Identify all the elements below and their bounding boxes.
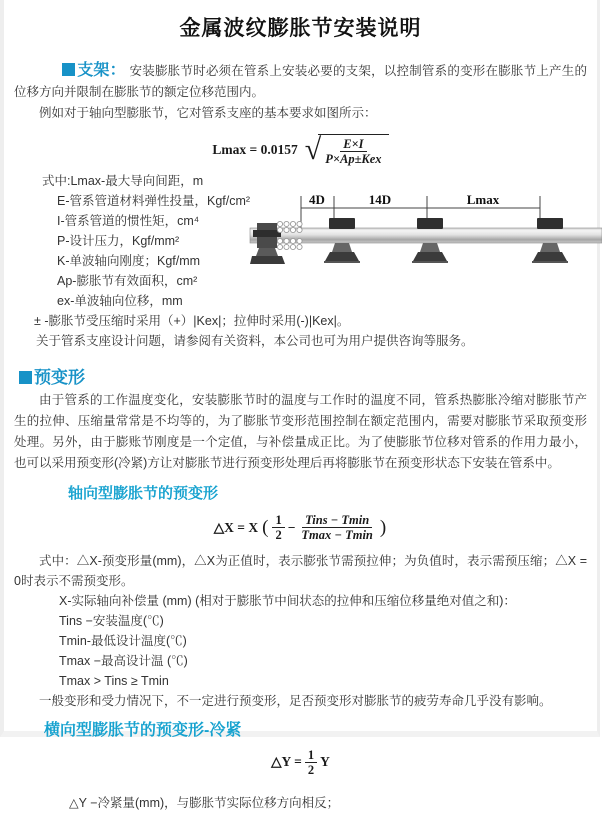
axial-formula-denominator: Tmax − Tmin xyxy=(301,528,373,543)
variable-line: ± -膨胀节受压缩时采用（+）|Kex|；拉伸时采用(-)|Kex|。 xyxy=(34,313,350,328)
axial-subsection-heading: 轴向型膨胀节的预变形 xyxy=(68,484,219,502)
variable-line: 式中:Lmax-最大导向间距，m xyxy=(42,173,204,188)
section-marker-icon xyxy=(19,371,32,384)
radical-sign xyxy=(305,134,389,167)
lateral-note: △Y −冷紧量(mm)，与膨胀节实际位移方向相反； xyxy=(69,796,340,811)
half-denominator: 2 xyxy=(307,762,315,777)
axial-formula xyxy=(4,513,597,543)
variable-line: I-管系管道的惯性矩，cm⁴ xyxy=(57,213,200,228)
note-line: 一般变形和受力情况下，不一定进行预变形，足否预变形对膨胀节的疲劳寿命几乎没有影响。 xyxy=(39,693,552,708)
support-section-heading xyxy=(62,62,126,79)
lateral-formula xyxy=(4,748,597,778)
lateral-formula-lhs: △Y = xyxy=(271,754,302,770)
predeform-section-heading xyxy=(19,363,597,388)
section-marker-icon xyxy=(62,63,75,76)
variable-line: P-设计压力，Kgf/mm² xyxy=(57,233,180,248)
axial-notes xyxy=(4,551,597,711)
note-line: Tmax > Tins ≥ Tmin xyxy=(59,673,169,688)
lmax-formula-numerator: E×I xyxy=(340,137,366,152)
left-paren: ( xyxy=(262,516,269,538)
note-line: Tmin-最低设计温度(℃) xyxy=(59,633,187,648)
half-denominator: 2 xyxy=(275,528,282,543)
axial-formula-numerator: Tins − Tmin xyxy=(302,513,372,528)
note-line: X-实际轴向补偿量 (mm) (相对于膨胀节中间状态的拉伸和压缩位移量绝对值之和)： xyxy=(59,593,516,608)
dimension-label-4d: 4D xyxy=(309,192,325,207)
lmax-formula xyxy=(4,134,597,167)
predeform-paragraph: 由于管系的工作温度变化，安装膨胀节时的温度与工作时的温度不同，管系热膨胀冷缩对膨胀节产生的拉伸、压缩量常常是不均等的，为了膨胀节变形范围控制在额定范围内，需要对膨胀节采取预变形处理。另外，由于膨账节刚度是一个定值，与补偿量成正比。为了使膨胀节位移对管系的作用力最小，也可以采用预变形(冷紧)方让对膨胀节进行预变形处理后再将膨胀节在预变形状态下安装在管系中。 xyxy=(14,392,587,470)
page-title: 金属波纹膨胀节安装说明 xyxy=(179,17,422,40)
variable-line: K-单波轴向刚度；Kgf/mm xyxy=(57,253,201,268)
support-heading-label: 支架： xyxy=(77,62,126,79)
variable-line: ex-单波轴向位移，mm xyxy=(57,293,183,308)
note-line: Tins −安装温度(℃) xyxy=(59,613,164,628)
pipe-support-diagram xyxy=(250,190,602,292)
minus-sign: − xyxy=(287,519,296,535)
half-numerator: 1 xyxy=(272,513,284,528)
dimension-label-14d: 14D xyxy=(368,192,392,207)
support-paragraph xyxy=(14,60,587,103)
support-paragraph-text: 安装膨胀节时必须在管系上安装必要的支架，以控制管系的变形在膨胀节上产生的位移方向并限制在膨胀节的额定位移范围内。 xyxy=(14,64,587,99)
lmax-formula-lhs: Lmax = 0.0157 xyxy=(212,142,298,158)
variable-line: E-管系管道材料弹性投量，Kgf/cm² xyxy=(57,193,251,208)
note-line: Tmax −最高设计温 (℃) xyxy=(59,653,188,668)
dimension-label-lmax: Lmax xyxy=(466,192,500,207)
half-numerator: 1 xyxy=(305,748,317,763)
lateral-formula-rhs: Y xyxy=(320,754,330,770)
right-paren: ) xyxy=(379,516,387,538)
example-paragraph: 例如对于轴向型膨胀节，它对管系支座的基本要求如图所示： xyxy=(39,106,377,120)
axial-formula-lhs: △X = X xyxy=(213,519,259,535)
pipe xyxy=(250,228,602,243)
predeform-heading-label: 预变形 xyxy=(34,367,85,387)
variable-line: 关于管系支座设计问题，请参阅有关资料，本公司也可为用户提供咨询等服务。 xyxy=(36,333,474,348)
note-line: 式中：△X-预变形量(mm)，△X为正值时，表示膨张节需预拉伸；为负值时，表示需预压缩；△X = 0时表示不需预变形。 xyxy=(14,553,587,588)
lateral-subsection-heading: 横向型膨胀节的预变形-冷紧 xyxy=(44,721,242,739)
lmax-formula-denominator: P×Ap±Kex xyxy=(325,152,382,167)
sqrt-icon: √ xyxy=(304,133,322,167)
variable-line: Ap-膨胀节有效面积，cm² xyxy=(57,273,198,288)
